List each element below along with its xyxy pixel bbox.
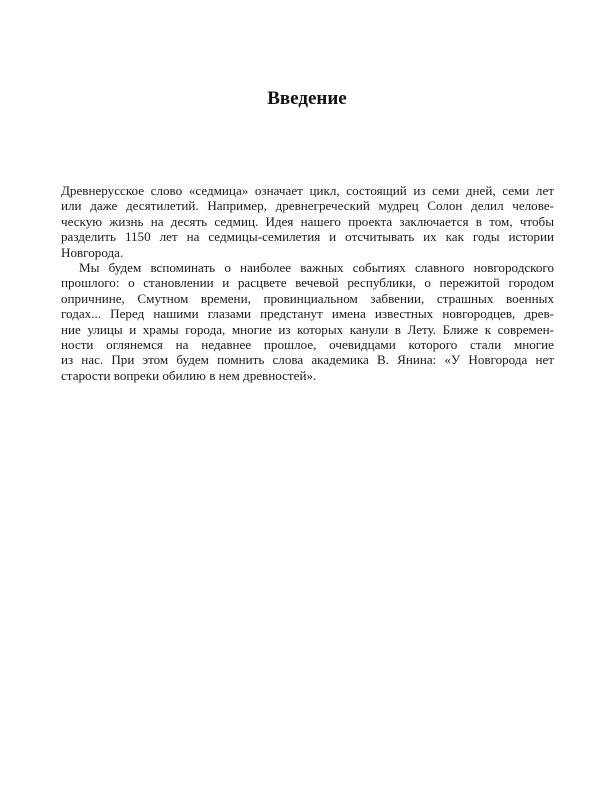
paragraph-1 bbox=[61, 183, 554, 260]
text-line: ние улицы и храмы города, многие из которых канули в Лету. Ближе к современ- bbox=[61, 321, 554, 337]
text-line: старости вопреки обилию в нем древностей». bbox=[61, 367, 317, 383]
page-title: Введение bbox=[267, 88, 347, 109]
text-line: разделить 1150 лет на седмицы-семилетия и отсчитывать их как годы истории bbox=[61, 229, 554, 245]
text-line: или даже десятилетий. Например, древнегреческий мудрец Солон делил челове- bbox=[61, 198, 554, 214]
document-body bbox=[61, 183, 554, 383]
text-line: Новгорода. bbox=[61, 244, 124, 260]
text-line: годах... Перед нашими глазами предстанут имена известных новгородцев, древ- bbox=[61, 306, 554, 322]
text-line: Мы будем вспоминать о наиболее важных событиях славного новгородского bbox=[79, 259, 554, 275]
text-line: из нас. При этом будем помнить слова академика В. Янина: «У Новгорода нет bbox=[61, 352, 554, 368]
text-line: ческую жизнь на десять седмиц. Идея нашего проекта заключается в том, чтобы bbox=[61, 213, 554, 229]
text-line: ности оглянемся на недавнее прошлое, очевидцами которого стали многие bbox=[61, 336, 554, 352]
text-line: прошлого: о становлении и расцвете вечевой республики, о пережитой городом bbox=[61, 275, 554, 291]
text-line: Древнерусское слово «седмица» означает цикл, состоящий из семи дней, семи лет bbox=[61, 183, 554, 198]
text-line: опричнине, Смутном времени, провинциальном забвении, страшных военных bbox=[61, 290, 554, 306]
paragraph-2 bbox=[61, 260, 554, 383]
